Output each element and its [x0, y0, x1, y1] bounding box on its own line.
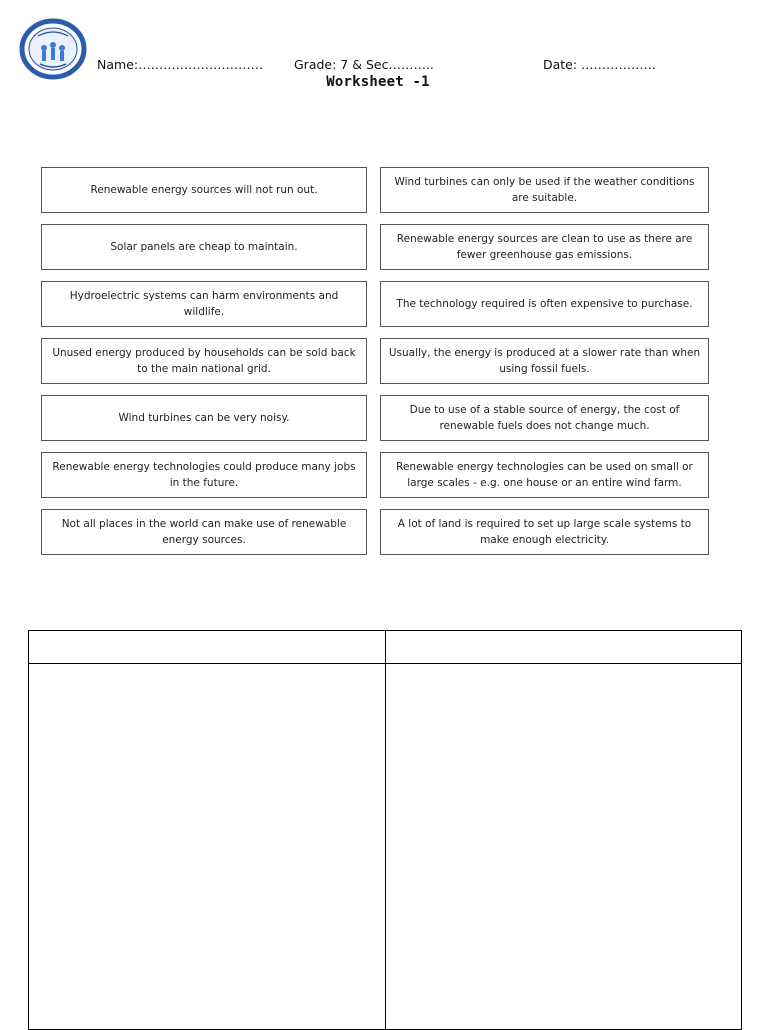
school-logo-icon — [18, 18, 88, 80]
statement-card: Hydroelectric systems can harm environments and wildlife. — [41, 281, 367, 327]
statement-card: Wind turbines can only be used if the weather conditions are suitable. — [380, 167, 709, 213]
statement-cards — [41, 167, 709, 559]
sorting-table — [28, 630, 742, 1030]
table-cell-right[interactable] — [386, 664, 741, 1030]
name-field[interactable]: Name:………………………… — [97, 57, 264, 72]
statement-card: Renewable energy technologies could produce many jobs in the future. — [41, 452, 367, 498]
date-field[interactable]: Date: ……………… — [543, 57, 657, 72]
statement-card: Renewable energy sources are clean to use as there are fewer greenhouse gas emissions. — [380, 224, 709, 270]
table-header-right[interactable] — [386, 631, 741, 663]
worksheet-title: Worksheet -1 — [326, 74, 430, 90]
table-cell-left[interactable] — [29, 664, 385, 1030]
statement-card: Renewable energy technologies can be used on small or large scales - e.g. one house or an entire wind farm. — [380, 452, 709, 498]
statement-card: Not all places in the world can make use of renewable energy sources. — [41, 509, 367, 555]
statement-card: A lot of land is required to set up large scale systems to make enough electricity. — [380, 509, 709, 555]
statement-card: Wind turbines can be very noisy. — [41, 395, 367, 441]
grade-field[interactable]: Grade: 7 & Sec……….. — [294, 57, 434, 72]
statement-card: The technology required is often expensive to purchase. — [380, 281, 709, 327]
statement-card: Due to use of a stable source of energy, the cost of renewable fuels does not change much. — [380, 395, 709, 441]
statement-card: Renewable energy sources will not run out. — [41, 167, 367, 213]
statement-card: Solar panels are cheap to maintain. — [41, 224, 367, 270]
table-header-left[interactable] — [29, 631, 385, 663]
statement-card: Usually, the energy is produced at a slower rate than when using fossil fuels. — [380, 338, 709, 384]
statement-card: Unused energy produced by households can be sold back to the main national grid. — [41, 338, 367, 384]
